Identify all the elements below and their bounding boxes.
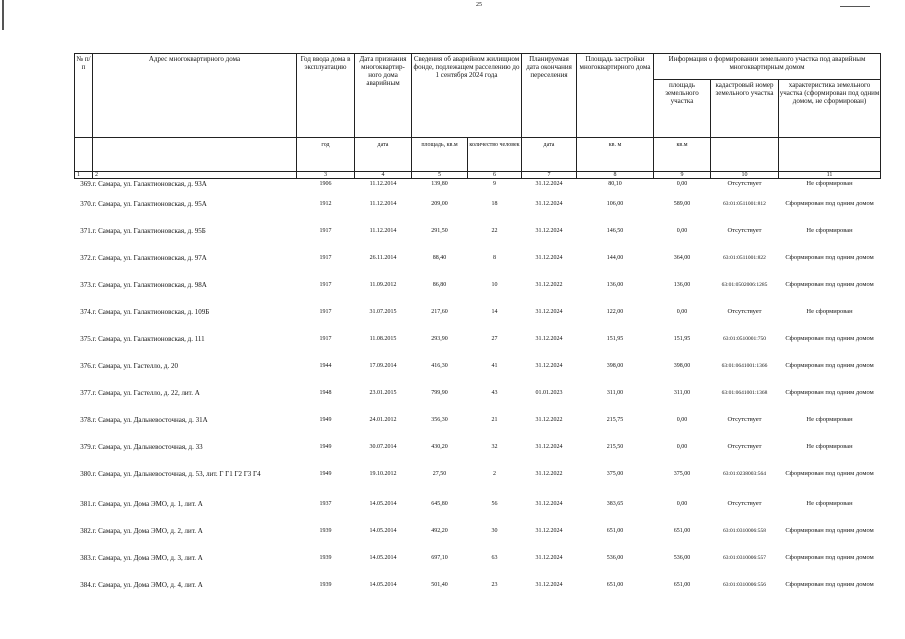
unit-date: дата (355, 138, 412, 172)
row-year: 1917 (319, 335, 332, 342)
row-end-date: 31.12.2024 (535, 554, 563, 561)
table-row (75, 526, 881, 553)
row-cadastral-number: Отсутствует (727, 415, 762, 423)
row-number: 372. (80, 253, 93, 262)
row-cadastral-number: 63:01:0310006:556 (722, 581, 767, 588)
row-end-date: 31.12.2024 (535, 335, 563, 342)
row-address: г. Самара, ул. Гастелло, д. 22, лит. А (92, 388, 200, 397)
row-year: 1948 (319, 389, 332, 396)
table-body (75, 179, 881, 607)
row-address: г. Самара, ул. Дальневосточная, д. 31А (92, 415, 208, 424)
table-row (75, 499, 881, 526)
table-row (75, 334, 881, 361)
table-row (75, 442, 881, 469)
row-address: г. Самара, ул. Галактионовская, д. 97А (92, 253, 207, 262)
row-people: 32 (491, 443, 498, 450)
col-number: 9 (654, 172, 711, 179)
row-address: г. Самара, ул. Галактионовская, д. 95А (92, 199, 207, 208)
row-building-area: 215,50 (606, 443, 624, 450)
row-number: 382. (80, 526, 93, 535)
row-land-area: 0,00 (676, 308, 688, 315)
col-number: 6 (468, 172, 522, 179)
row-end-date: 31.12.2022 (535, 470, 563, 477)
col-number: 7 (522, 172, 577, 179)
row-emergency-date: 23.01.2015 (369, 389, 397, 396)
row-cadastral-number: 63:01:0641001:1368 (721, 389, 768, 396)
row-people: 63 (491, 554, 498, 561)
row-address: г. Самара, ул. Галактионовская, д. 95Б (92, 226, 206, 235)
row-characteristic: Не сформирован (806, 442, 853, 450)
row-year: 1944 (319, 362, 332, 369)
row-characteristic: Сформирован под одним домом (785, 580, 874, 588)
row-end-date: 31.12.2024 (535, 527, 563, 534)
row-year: 1937 (319, 500, 332, 507)
row-land-area: 589,00 (673, 200, 691, 207)
row-land-area: 375,00 (673, 470, 691, 477)
row-cadastral-number: 63:01:0310006:558 (722, 527, 767, 534)
table-row (75, 415, 881, 442)
row-address: г. Самара, ул. Гастелло, д. 20 (92, 361, 178, 370)
row-characteristic: Сформирован под одним домом (785, 253, 874, 261)
unit-year: год (297, 138, 355, 172)
row-area: 430,20 (431, 443, 448, 450)
row-emergency-date: 11.12.2014 (369, 181, 397, 187)
houses-table (74, 53, 881, 607)
table-row (75, 199, 881, 226)
row-year: 1906 (319, 181, 332, 187)
row-building-area: 106,00 (606, 200, 624, 207)
row-people: 8 (493, 254, 496, 261)
unit-land-area: кв.м (654, 138, 711, 172)
row-characteristic: Не сформирован (806, 180, 853, 187)
row-emergency-date: 11.12.2014 (369, 227, 397, 234)
header-building-area: Площадь застройки многоквартирного дома (577, 54, 654, 138)
row-number: 380. (80, 469, 93, 478)
row-cadastral-number: Отсутствует (727, 442, 762, 450)
row-people: 41 (491, 362, 498, 369)
row-land-area: 0,00 (676, 227, 688, 234)
row-year: 1917 (319, 281, 332, 288)
row-land-area: 0,00 (676, 416, 688, 423)
row-emergency-date: 14.05.2014 (369, 500, 397, 507)
row-land-area: 651,00 (673, 527, 691, 534)
header-land-characteristic: характеристика земельного участка (сформирован под одним домом, не сформирован) (779, 80, 881, 138)
row-year: 1949 (319, 443, 332, 450)
header-land-info: Информация о формировании земельного участка под аварийным многоквартирным домом (654, 54, 881, 80)
table-row (75, 469, 881, 499)
row-cadastral-number: Отсутствует (727, 180, 762, 187)
row-building-area: 311,00 (606, 389, 624, 396)
header-housing-info: Сведения об аварийном жилищном фонде, подлежащем расселению до 1 сентября 2024 года (412, 54, 522, 138)
row-land-area: 398,00 (673, 362, 691, 369)
row-area: 492,20 (431, 527, 448, 534)
row-building-area: 651,00 (606, 581, 624, 588)
table-row (75, 280, 881, 307)
row-address: г. Самара, ул. Дома ЭМО, д. 2, лит. А (92, 526, 203, 535)
row-emergency-date: 31.07.2015 (369, 308, 397, 315)
row-number: 374. (80, 307, 93, 316)
row-cadastral-number: 63:01:0511001:822 (723, 254, 766, 261)
row-emergency-date: 14.05.2014 (369, 554, 397, 561)
row-area: 416,30 (431, 362, 448, 369)
row-area: 209,00 (431, 200, 448, 207)
row-characteristic: Сформирован под одним домом (785, 334, 874, 342)
unit-end-date: дата (522, 138, 577, 172)
row-characteristic: Сформирован под одним домом (785, 361, 874, 369)
col-number: 10 (711, 172, 779, 179)
header-land-area: площадь земельного участка (654, 80, 711, 138)
row-year: 1917 (319, 227, 332, 234)
col-number: 5 (412, 172, 468, 179)
row-area: 217,60 (431, 308, 448, 315)
header-year: Год ввода дома в эксплуатацию (297, 54, 355, 138)
row-land-area: 0,00 (676, 500, 688, 507)
row-emergency-date: 30.07.2014 (369, 443, 397, 450)
row-year: 1917 (319, 254, 332, 261)
row-number: 379. (80, 442, 93, 451)
row-people: 23 (491, 581, 498, 588)
row-building-area: 651,00 (606, 527, 624, 534)
header-emergency-date: Дата признания многоквартир-ного дома аварийным (355, 54, 412, 138)
col-number: 1 (75, 172, 93, 179)
row-characteristic: Сформирован под одним домом (785, 469, 874, 477)
col-number: 3 (297, 172, 355, 179)
row-land-area: 0,00 (676, 181, 688, 187)
row-number: 383. (80, 553, 93, 562)
row-people: 2 (493, 470, 496, 477)
row-building-area: 151,95 (606, 335, 624, 342)
table-row (75, 307, 881, 334)
row-address: г. Самара, ул. Галактионовская, д. 111 (92, 334, 205, 343)
row-people: 18 (491, 200, 498, 207)
header-number: № п/п (75, 54, 93, 138)
row-end-date: 31.12.2022 (535, 416, 563, 423)
row-area: 291,50 (431, 227, 448, 234)
row-characteristic: Не сформирован (806, 499, 853, 507)
row-cadastral-number: 63:01:0238003:564 (722, 470, 767, 477)
row-land-area: 136,00 (673, 281, 691, 288)
row-characteristic: Сформирован под одним домом (785, 526, 874, 534)
row-characteristic: Сформирован под одним домом (785, 280, 874, 288)
row-area: 27,50 (432, 470, 447, 477)
unit-area: площадь, кв.м (412, 138, 468, 172)
row-number: 375. (80, 334, 93, 343)
row-people: 30 (491, 527, 498, 534)
row-end-date: 31.12.2024 (535, 254, 563, 261)
col-number: 8 (577, 172, 654, 179)
row-people: 43 (491, 389, 498, 396)
row-area: 501,40 (431, 581, 448, 588)
row-emergency-date: 14.05.2014 (369, 527, 397, 534)
row-building-area: 375,00 (606, 470, 624, 477)
row-number: 370. (80, 199, 93, 208)
row-end-date: 31.12.2024 (535, 227, 563, 234)
row-land-area: 651,00 (673, 581, 691, 588)
row-end-date: 31.12.2024 (535, 581, 563, 588)
row-end-date: 31.12.2024 (535, 200, 563, 207)
row-building-area: 536,00 (606, 554, 624, 561)
row-area: 799,90 (431, 389, 448, 396)
row-cadastral-number: 63:01:0310006:557 (722, 554, 767, 561)
row-emergency-date: 14.05.2014 (369, 581, 397, 588)
row-number: 376. (80, 361, 93, 370)
row-year: 1912 (319, 200, 332, 207)
table-row (75, 553, 881, 580)
col-number: 2 (93, 172, 297, 179)
row-number: 381. (80, 499, 93, 508)
row-end-date: 31.12.2024 (535, 181, 563, 187)
row-building-area: 383,65 (606, 500, 624, 507)
row-emergency-date: 11.12.2014 (369, 200, 397, 207)
row-year: 1949 (319, 416, 332, 423)
row-area: 356,30 (431, 416, 448, 423)
row-number: 371. (80, 226, 93, 235)
row-year: 1949 (319, 470, 332, 477)
row-land-area: 536,00 (673, 554, 691, 561)
row-end-date: 31.12.2022 (535, 281, 563, 288)
row-cadastral-number: Отсутствует (727, 307, 762, 315)
row-address: г. Самара, ул. Дальневосточная, д. 33 (92, 442, 203, 451)
row-number: 378. (80, 415, 93, 424)
scan-edge-mark (2, 0, 4, 30)
row-address: г. Самара, ул. Дома ЭМО, д. 1, лит. А (92, 499, 203, 508)
row-address: г. Самара, ул. Дома ЭМО, д. 4, лит. А (92, 580, 203, 589)
row-area: 697,10 (431, 554, 448, 561)
row-year: 1939 (319, 581, 332, 588)
row-land-area: 311,00 (673, 389, 691, 396)
unit-build-area: кв. м (577, 138, 654, 172)
row-year: 1917 (319, 308, 332, 315)
row-building-area: 146,50 (606, 227, 624, 234)
row-address: г. Самара, ул. Галактионовская, д. 109Б (92, 307, 210, 316)
row-end-date: 31.12.2024 (535, 500, 563, 507)
row-building-area: 80,10 (608, 181, 622, 187)
header-cadastral-number: кадастровый номер земельного участка (711, 80, 779, 138)
row-characteristic: Сформирован под одним домом (785, 388, 874, 396)
row-people: 10 (491, 281, 498, 288)
row-end-date: 31.12.2024 (535, 362, 563, 369)
row-characteristic: Не сформирован (806, 226, 853, 234)
col-number: 4 (355, 172, 412, 179)
row-building-area: 136,00 (606, 281, 624, 288)
row-people: 27 (491, 335, 498, 342)
row-number: 384. (80, 580, 93, 589)
row-people: 21 (491, 416, 498, 423)
table-row (75, 226, 881, 253)
row-cadastral-number: 63:01:0511001:812 (723, 200, 766, 207)
row-land-area: 151,95 (673, 335, 691, 342)
row-characteristic: Сформирован под одним домом (785, 553, 874, 561)
row-building-area: 215,75 (606, 416, 624, 423)
row-characteristic: Не сформирован (806, 307, 853, 315)
row-cadastral-number: Отсутствует (727, 226, 762, 234)
row-building-area: 398,00 (606, 362, 624, 369)
unit-people: количество человек (468, 138, 522, 172)
row-number: 369. (80, 180, 93, 188)
row-land-area: 364,00 (673, 254, 691, 261)
col-number: 11 (779, 172, 881, 179)
header-address: Адрес многоквартирного дома (93, 54, 297, 138)
row-people: 14 (491, 308, 498, 315)
table-row (75, 388, 881, 415)
row-characteristic: Не сформирован (806, 415, 853, 423)
row-emergency-date: 19.10.2012 (369, 470, 397, 477)
row-emergency-date: 26.11.2014 (369, 254, 397, 261)
table-row (75, 361, 881, 388)
row-cadastral-number: 63:01:0502006:1285 (721, 281, 768, 288)
row-emergency-date: 17.09.2014 (369, 362, 397, 369)
row-number: 373. (80, 280, 93, 289)
row-emergency-date: 11.08.2015 (369, 335, 397, 342)
row-area: 293,90 (431, 335, 448, 342)
table-row (75, 253, 881, 280)
row-address: г. Самара, ул. Галактионовская, д. 98А (92, 280, 207, 289)
row-address: г. Самара, ул. Дома ЭМО, д. 3, лит. А (92, 553, 203, 562)
table-row (75, 580, 881, 607)
table-row (75, 179, 881, 199)
row-land-area: 0,00 (676, 443, 688, 450)
row-emergency-date: 11.09.2012 (369, 281, 397, 288)
row-cadastral-number: 63:01:0510001:750 (722, 335, 767, 342)
row-area: 86,80 (432, 281, 447, 288)
row-end-date: 01.01.2023 (535, 389, 563, 396)
row-people: 56 (491, 500, 498, 507)
row-building-area: 122,00 (606, 308, 624, 315)
row-end-date: 31.12.2024 (535, 443, 563, 450)
row-area: 645,80 (431, 500, 448, 507)
row-area: 139,80 (431, 181, 448, 187)
row-characteristic: Сформирован под одним домом (785, 199, 874, 207)
row-area: 88,40 (432, 254, 447, 261)
header-planned-date: Планируемая дата окончания переселения (522, 54, 577, 138)
row-people: 9 (493, 181, 496, 187)
page-number: 25 (476, 2, 482, 8)
row-building-area: 144,00 (606, 254, 624, 261)
row-address: г. Самара, ул. Дальневосточная, д. 53, лит. Г Г1 Г2 Г3 Г4 (92, 469, 261, 478)
row-year: 1939 (319, 527, 332, 534)
row-year: 1939 (319, 554, 332, 561)
row-cadastral-number: 63:01:0641001:1366 (721, 362, 768, 369)
row-people: 22 (491, 227, 498, 234)
row-emergency-date: 24.01.2012 (369, 416, 397, 423)
row-number: 377. (80, 388, 93, 397)
row-cadastral-number: Отсутствует (727, 499, 762, 507)
scan-corner-mark (840, 6, 870, 7)
row-address: г. Самара, ул. Галактионовская, д. 93А (92, 180, 207, 188)
row-end-date: 31.12.2024 (535, 308, 563, 315)
